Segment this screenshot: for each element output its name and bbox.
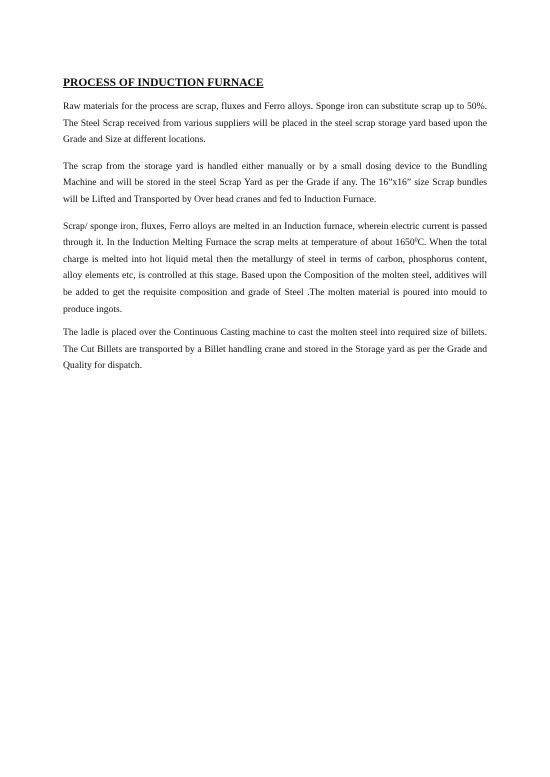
paragraph-melting <box>63 219 487 319</box>
document-title: PROCESS OF INDUCTION FURNACE <box>63 77 264 89</box>
melting-text-before: Scrap/ sponge iron, fluxes, Ferro alloys are melted in an Induction furnace, wherein electric current is passed through it. In the Induction Melting Furnace the scrap melts at temperature of about 1650 <box>63 220 487 249</box>
temperature-superscript: 0 <box>414 237 418 244</box>
document-page <box>63 76 487 385</box>
paragraph-casting: The ladle is placed over the Continuous Casting machine to cast the molten steel into required size of billets. The Cut Billets are transported by a Billet handling crane and stored in the Storage yard as per the Grade and Quality for dispatch. <box>63 327 487 372</box>
paragraph-raw-materials: Raw materials for the process are scrap, fluxes and Ferro alloys. Sponge iron can substitute scrap up to 50%. The Steel Scrap received from various suppliers will be placed in the steel scrap storage yard based upon the Grade and Size at different locations. <box>63 101 487 146</box>
melting-text-after: C. When the total charge is melted into hot liquid metal then the metallurgy of steel in terms of carbon, phosphorus content, alloy elements etc, is controlled at this stage. Based upon the Composition of the molten steel, additives will be added to get the requisite composition and grade of Steel .The molten material is poured into mould to produce ingots. <box>63 237 487 315</box>
paragraph-scrap-handling: The scrap from the storage yard is handled either manually or by a small dosing device to the Bundling Machine and will be stored in the steel Scrap Yard as per the Grade if any. The 16”x16” size Scrap bundles will be Lifted and Transported by Over head cranes and fed to Induction Furnace. <box>63 160 487 205</box>
